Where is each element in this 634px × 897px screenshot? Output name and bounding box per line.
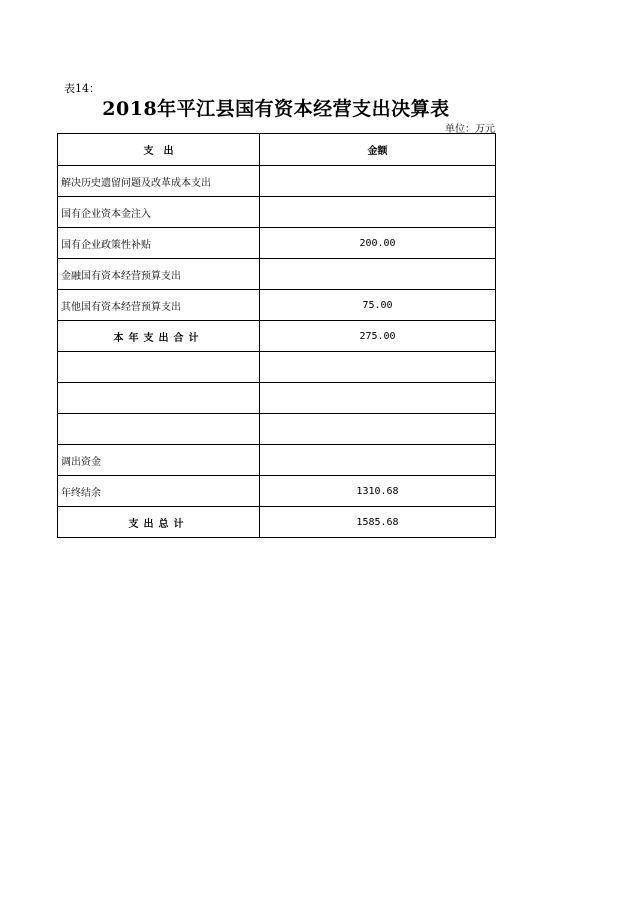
row-amount — [260, 445, 496, 476]
table-row — [58, 445, 496, 476]
page-title: 2018年平江县国有资本经营支出决算表 — [102, 98, 450, 120]
row-label: 金融国有资本经营预算支出 — [58, 259, 260, 290]
table-row — [58, 352, 496, 383]
row-amount — [260, 414, 496, 445]
row-label: 支出总计 — [58, 507, 260, 538]
row-label: 国有企业政策性补贴 — [58, 228, 260, 259]
unit-label: 单位：万元 — [445, 124, 495, 135]
table-row — [58, 166, 496, 197]
row-label — [58, 383, 260, 414]
column-header-amount: 金额 — [260, 134, 496, 166]
row-label: 年终结余 — [58, 476, 260, 507]
column-header-expenditure: 支 出 — [58, 134, 260, 166]
row-amount — [260, 352, 496, 383]
table-row — [58, 290, 496, 321]
row-amount: 1585.68 — [260, 507, 496, 538]
table-number: 表14： — [64, 82, 100, 95]
table-row — [58, 228, 496, 259]
table-header-row — [58, 134, 496, 166]
row-label: 本年支出合计 — [58, 321, 260, 352]
row-label — [58, 414, 260, 445]
row-label: 其他国有资本经营预算支出 — [58, 290, 260, 321]
row-label: 调出资金 — [58, 445, 260, 476]
row-amount — [260, 166, 496, 197]
row-amount — [260, 197, 496, 228]
table-row — [58, 383, 496, 414]
row-amount: 200.00 — [260, 228, 496, 259]
table-row — [58, 476, 496, 507]
total-row — [58, 321, 496, 352]
row-label — [58, 352, 260, 383]
row-amount — [260, 259, 496, 290]
table-row — [58, 414, 496, 445]
row-label: 国有企业资本金注入 — [58, 197, 260, 228]
row-amount: 1310.68 — [260, 476, 496, 507]
expenditure-table — [57, 133, 496, 538]
row-amount: 275.00 — [260, 321, 496, 352]
table-row — [58, 259, 496, 290]
table-row — [58, 197, 496, 228]
row-label: 解决历史遗留问题及改革成本支出 — [58, 166, 260, 197]
total-row — [58, 507, 496, 538]
row-amount — [260, 383, 496, 414]
row-amount: 75.00 — [260, 290, 496, 321]
